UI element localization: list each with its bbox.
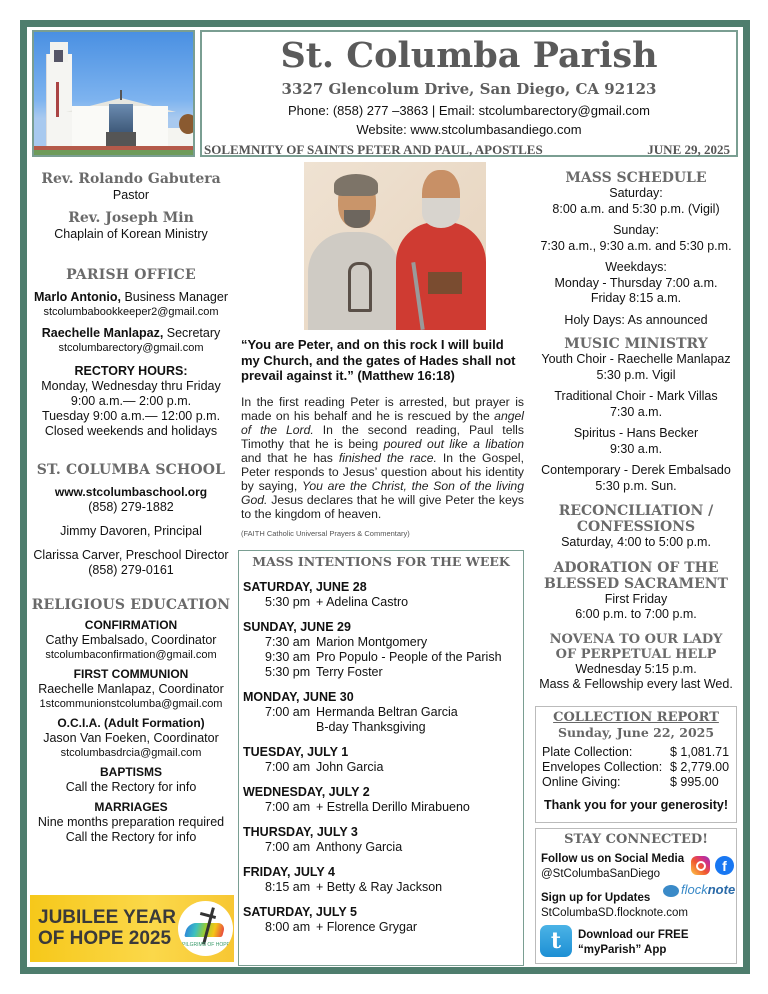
collection-row: Plate Collection: $ 1,081.71: [542, 745, 730, 759]
preschool-phone: (858) 279-0161: [88, 563, 174, 577]
jubilee-text: JUBILEE YEAR OF HOPE 2025: [38, 907, 176, 949]
rectory-hours-heading: RECTORY HOURS:: [74, 364, 188, 378]
gospel-reflection: In the first reading Peter is arrested, but prayer is made on his behalf and he is rescued by the angel of the Lord. In the second reading, Paul tells Timothy that he is being poured out like a libation and that he has finished the race. In the Gospel, Peter responds to Jesus’ question about his identity by saying, You are the Christ, the Son of the living God. Jesus declares that he will give Peter the keys to the kingdom of heaven.: [241, 395, 525, 521]
schedule-holy-days: Holy Days: As announced: [564, 312, 708, 327]
intention-day: [243, 865, 519, 895]
intention-name: + Betty & Ray Jackson: [316, 880, 443, 894]
parish-website: Website: www.stcolumbasandiego.com: [356, 122, 582, 137]
chaplain-name: Rev. Joseph Min: [68, 210, 194, 226]
collection-row: Online Giving: $ 995.00: [542, 775, 719, 789]
rectory-hours-line: Tuesday 9:00 a.m.— 12:00 p.m.: [41, 409, 221, 423]
intention-day-name: SUNDAY, JUNE 29: [243, 620, 351, 634]
intention-name: Pro Populo - People of the Parish: [316, 650, 502, 664]
collection-thanks: Thank you for your generosity!: [543, 798, 729, 812]
marriages-block: MARRIAGES Nine months preparation required Call the Rectory for info: [37, 800, 225, 844]
intention-time: 8:00 am: [265, 920, 311, 934]
intention-day: [243, 580, 519, 610]
intention-time: 5:30 pm: [265, 595, 311, 609]
intention-day: [243, 745, 519, 775]
intention-row: [243, 635, 519, 650]
reconciliation-time: Saturday, 4:00 to 5:00 p.m.: [561, 535, 711, 549]
intention-name: Anthony Garcia: [316, 840, 403, 854]
intention-day-name: TUESDAY, JULY 1: [243, 745, 349, 759]
mass-intentions-box: [238, 550, 524, 966]
intention-day: [243, 620, 519, 680]
intention-row: [243, 920, 519, 935]
intention-row: [243, 800, 519, 815]
instagram-icon[interactable]: [691, 856, 710, 875]
confirmation-block: CONFIRMATION Cathy Embalsado, Coordinator stcolumbaconfirmation@gmail.com: [28, 618, 234, 662]
intention-name: + Adelina Castro: [316, 595, 409, 609]
choir-traditional: Traditional Choir - Mark Villas 7:30 a.m.: [554, 389, 718, 419]
secretary-email[interactable]: stcolumbarectory@gmail.com: [58, 342, 204, 354]
intention-day: [243, 905, 519, 935]
rectory-hours-line: Monday, Wednesday thru Friday: [41, 379, 221, 393]
parish-address: 3327 Glencolum Drive, San Diego, CA 92123: [281, 80, 657, 98]
ocia-block: O.C.I.A. (Adult Formation) Jason Van Foeken, Coordinator stcolumbasdrcia@gmail.com: [28, 716, 234, 760]
stay-connected-heading: STAY CONNECTED!: [564, 832, 708, 847]
business-manager: Marlo Antonio, Business Manager: [33, 290, 229, 304]
intention-name: + Florence Grygar: [316, 920, 418, 934]
myparish-app-text: Download our FREE “myParish” App: [578, 929, 689, 956]
intention-row: [243, 665, 519, 680]
pastor-name: Rev. Rolando Gabutera: [41, 171, 221, 187]
intention-time: 9:30 am: [265, 650, 311, 664]
keys-icon: [348, 262, 372, 312]
intention-name: John Garcia: [316, 760, 384, 774]
religious-ed-heading: RELIGIOUS EDUCATION: [31, 597, 231, 613]
music-ministry-heading: MUSIC MINISTRY: [564, 336, 708, 352]
parish-office-heading: PARISH OFFICE: [66, 267, 196, 283]
intention-day-name: THURSDAY, JULY 3: [243, 825, 358, 839]
intention-day-name: SATURDAY, JULY 5: [243, 905, 357, 919]
reflection-source: (FAITH Catholic Universal Prayers & Commentary): [241, 529, 410, 538]
choir-spiritus: Spiritus - Hans Becker 9:30 a.m.: [573, 426, 699, 456]
rectory-hours-line: Closed weekends and holidays: [44, 424, 218, 438]
intention-name: Terry Foster: [316, 665, 383, 679]
novena-details: Wednesday 5:15 p.m. Mass & Fellowship every last Wed.: [539, 661, 733, 691]
feast-title: SOLEMNITY OF SAINTS PETER AND PAUL, APOSTLES: [204, 142, 543, 157]
collection-report: [535, 706, 737, 823]
choir-youth: Youth Choir - Raechelle Manlapaz 5:30 p.m. Vigil: [541, 352, 731, 382]
intention-name: + Estrella Derillo Mirabueno: [316, 800, 470, 814]
intention-day: [243, 825, 519, 855]
saints-peter-paul-image: [304, 162, 486, 330]
intention-time: 7:00 am: [265, 705, 311, 719]
intention-day-name: FRIDAY, JULY 4: [243, 865, 335, 879]
school-website[interactable]: www.stcolumbaschool.org: [54, 485, 208, 499]
school-heading: ST. COLUMBA SCHOOL: [36, 462, 226, 478]
intention-day: [243, 785, 519, 815]
intention-row: [243, 840, 519, 855]
intention-row: [243, 595, 519, 610]
social-handle[interactable]: @StColumbaSanDiego: [541, 868, 661, 880]
school-phone: (858) 279-1882: [88, 500, 174, 514]
mass-schedule-heading: MASS SCHEDULE: [565, 170, 707, 186]
stay-connected-box: [535, 828, 737, 964]
adoration-details: First Friday 6:00 p.m. to 7:00 p.m.: [575, 591, 697, 621]
intentions-list: [243, 580, 519, 935]
social-label: Follow us on Social Media: [541, 853, 685, 865]
intention-day-name: WEDNESDAY, JULY 2: [243, 785, 370, 799]
intention-time: 7:00 am: [265, 760, 311, 774]
collection-rows: [542, 745, 730, 790]
adoration-heading: ADORATION OF THE BLESSED SACRAMENT: [544, 559, 728, 592]
chaplain-role: Chaplain of Korean Ministry: [54, 227, 208, 241]
facebook-icon[interactable]: f: [715, 856, 734, 875]
collection-row: Envelopes Collection: $ 2,779.00: [542, 760, 730, 774]
intention-time: 8:15 am: [265, 880, 311, 894]
myparish-app-icon[interactable]: t: [540, 925, 572, 957]
intention-time: 5:30 pm: [265, 665, 311, 679]
jubilee-logo-icon: PILGRIMS OF HOPE: [178, 901, 233, 956]
intention-name: Hermanda Beltran Garcia: [316, 705, 458, 719]
book-icon: [428, 272, 462, 294]
reconciliation-heading: RECONCILIATION / CONFESSIONS: [558, 503, 714, 535]
left-column: [28, 170, 234, 845]
intention-day-name: MONDAY, JUNE 30: [243, 690, 354, 704]
bulletin-date: JUNE 29, 2025: [647, 142, 730, 157]
updates-label: Sign up for Updates: [541, 892, 651, 904]
baptisms-block: BAPTISMS Call the Rectory for info: [65, 765, 197, 794]
church-photo: [32, 30, 195, 157]
confirmation-email[interactable]: stcolumbaconfirmation@gmail.com: [45, 649, 217, 661]
intentions-heading: MASS INTENTIONS FOR THE WEEK: [252, 554, 510, 569]
parish-title: St. Columba Parish: [280, 35, 658, 76]
secretary: Raechelle Manlapaz, Secretary: [41, 326, 221, 340]
masthead: [200, 30, 738, 157]
intention-time: 7:30 am: [265, 635, 311, 649]
intention-day: [243, 690, 519, 735]
parish-contact: Phone: (858) 277 –3863 | Email: stcolumbarectory@gmail.com: [288, 103, 650, 118]
pastor-role: Pastor: [112, 188, 150, 202]
intention-name: Marion Montgomery: [316, 635, 428, 649]
schedule-sunday: Sunday: 7:30 a.m., 9:30 a.m. and 5:30 p.m.: [540, 223, 732, 253]
intention-row: [243, 650, 519, 665]
business-manager-email[interactable]: stcolumbabookkeeper2@gmail.com: [43, 306, 219, 318]
feast-line: [202, 141, 736, 158]
intention-row: [243, 705, 519, 720]
school-principal: Jimmy Davoren, Principal: [60, 524, 202, 538]
intention-name: B-day Thanksgiving: [316, 720, 426, 734]
intention-time: [243, 720, 316, 735]
jubilee-banner: [30, 895, 234, 962]
flocknote-icon[interactable]: flocknote: [663, 882, 735, 897]
schedule-weekdays: Weekdays: Monday - Thursday 7:00 a.m. Friday 8:15 a.m.: [554, 260, 718, 305]
rectory-hours-line: 9:00 a.m.— 2:00 p.m.: [70, 394, 192, 408]
first-communion-block: FIRST COMMUNION Raechelle Manlapaz, Coordinator 1stcommunionstcolumba@gmail.com: [28, 667, 234, 711]
first-communion-email[interactable]: 1stcommunionstcolumba@gmail.com: [39, 698, 223, 710]
intention-row: [243, 760, 519, 775]
intention-time: 7:00 am: [265, 800, 311, 814]
intention-time: 7:00 am: [265, 840, 311, 854]
intention-row: [243, 720, 519, 735]
gospel-quote: “You are Peter, and on this rock I will build my Church, and the gates of Hades shall not prevail against it.” (Matthew 16:18): [241, 337, 516, 383]
intention-row: [243, 880, 519, 895]
ocia-email[interactable]: stcolumbasdrcia@gmail.com: [60, 747, 202, 759]
collection-heading: COLLECTION REPORT: [553, 710, 719, 725]
schedule-saturday: Saturday: 8:00 a.m. and 5:30 p.m. (Vigil): [552, 186, 720, 216]
preschool-director: Clarissa Carver, Preschool Director: [33, 548, 229, 562]
flocknote-url[interactable]: StColumbaSD.flocknote.com: [541, 907, 689, 919]
choir-contemporary: Contemporary - Derek Embalsado 5:30 p.m. Sun.: [541, 463, 731, 493]
intention-day-name: SATURDAY, JUNE 28: [243, 580, 367, 594]
collection-date: Sunday, June 22, 2025: [557, 725, 715, 740]
right-column: [532, 170, 740, 693]
novena-heading: NOVENA TO OUR LADY OF PERPETUAL HELP: [549, 631, 723, 662]
